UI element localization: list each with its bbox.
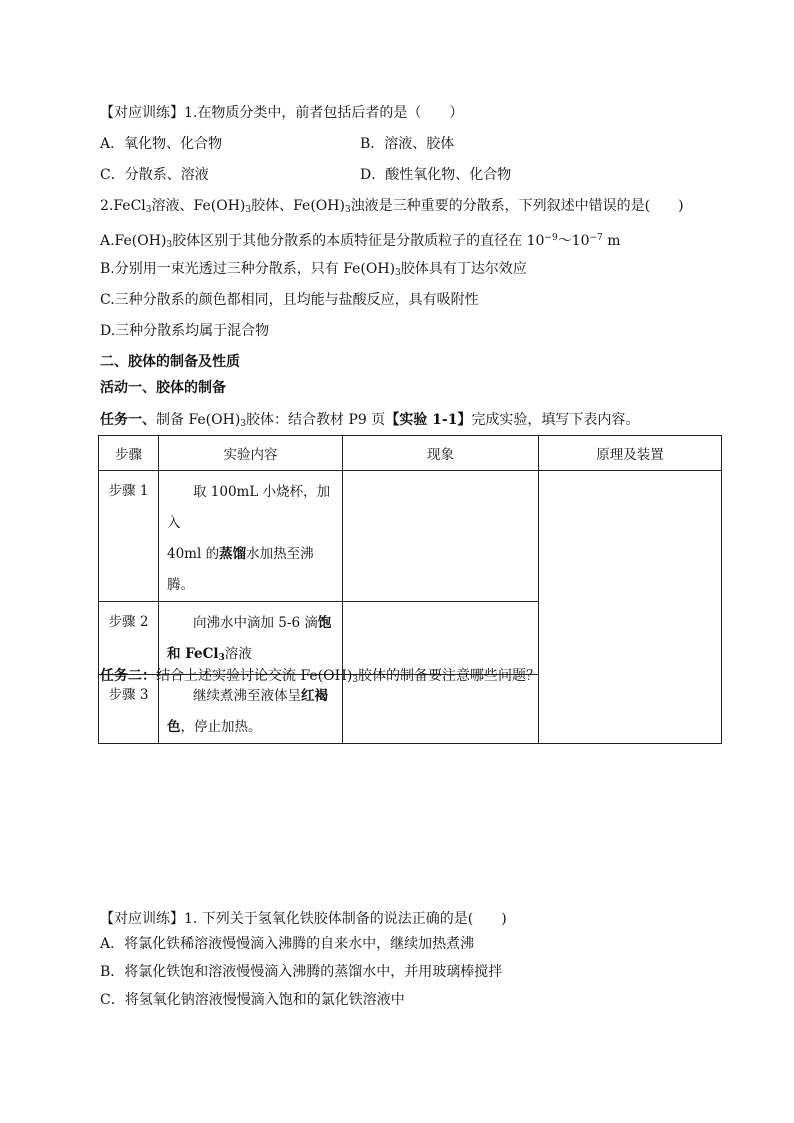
task-1 — [100, 410, 639, 434]
content-text: 继续煮沸至液体呈 — [193, 688, 301, 704]
subscript: 3 — [166, 240, 173, 250]
subscript: 3 — [245, 205, 252, 215]
subscript: 3 — [218, 653, 225, 663]
step-label: 步骤 1 — [99, 471, 159, 602]
question-2 — [100, 196, 684, 220]
task-1-part: 完成实验，填写下表内容。 — [471, 412, 640, 428]
phenomenon-cell[interactable] — [343, 602, 539, 675]
option-3c: C．将氢氧化钠溶液慢慢滴入饱和的氯化铁溶液中 — [100, 992, 405, 1008]
training-prefix: 【对应训练】 — [100, 105, 184, 121]
question-1-text: 1.在物质分类中，前者包括后者的是（ ） — [184, 105, 464, 121]
content-text: 色 — [167, 719, 181, 735]
q2-part: 浊液是三种重要的分散系，下列叙述中错误的是( ) — [350, 198, 684, 214]
task-1-label: 任务一、 — [100, 412, 156, 428]
task-2-part: 胶体的制备要注意哪些问题？ — [358, 668, 541, 684]
table-row — [99, 471, 722, 602]
section-heading: 二、胶体的制备及性质 — [100, 354, 240, 370]
task-1-part: 胶体：结合教材 P9 页 — [246, 412, 386, 428]
option-2a — [100, 228, 621, 255]
q2-part: 2.FeCl — [100, 198, 146, 214]
phenomenon-cell[interactable] — [343, 471, 539, 602]
step-label: 步骤 3 — [99, 675, 159, 744]
q2a-part: A.Fe(OH) — [100, 233, 167, 249]
task-2 — [100, 666, 540, 690]
q2b-part: B.分别用一束光透过三种分散系，只有 Fe(OH) — [100, 261, 396, 277]
subscript: 3 — [240, 419, 247, 429]
subscript: 3 — [145, 205, 152, 215]
superscript: −7 — [589, 233, 603, 243]
step-content — [159, 602, 343, 675]
content-text: 蒸馏 — [219, 546, 247, 562]
subscript: 3 — [395, 268, 401, 278]
training-prefix: 【对应训练】 — [100, 911, 184, 927]
task-1-part: 制备 Fe(OH) — [156, 412, 241, 428]
q2a-part: ～10 — [557, 233, 590, 249]
content-text: 水加热至沸腾。 — [167, 546, 314, 593]
option-2b — [100, 259, 527, 283]
question-1 — [100, 103, 463, 123]
content-text: 红褐 — [301, 688, 328, 704]
q2a-part: 胶体区别于其他分散系的本质特征是分散质粒子的直径在 10 — [172, 233, 545, 249]
option-2d: D.三种分散系均属于混合物 — [100, 323, 270, 339]
activity-heading: 活动一、胶体的制备 — [100, 380, 226, 396]
question-3-text: 1. 下列关于氢氧化铁胶体制备的说法正确的是( ) — [184, 911, 507, 927]
header-step: 步骤 — [99, 436, 159, 471]
option-1c: C．分散系、溶液 — [100, 167, 209, 183]
task-2-part: 结合上述实验讨论交流 Fe(OH) — [156, 668, 353, 684]
table-header-row — [99, 436, 722, 471]
content-text: 和 FeCl — [167, 646, 219, 662]
content-text: 饱 — [317, 615, 332, 631]
header-principle: 原理及装置 — [539, 436, 722, 471]
experiment-table — [98, 435, 722, 744]
option-2c: C.三种分散系的颜色都相同，且均能与盐酸反应，具有吸附性 — [100, 292, 479, 308]
q2b-part: 胶体具有丁达尔效应 — [400, 261, 527, 277]
subscript: 3 — [344, 205, 351, 215]
content-text: 向沸水中滴加 5-6 滴 — [193, 615, 318, 631]
step-label: 步骤 2 — [99, 602, 159, 675]
option-3b: B．将氯化铁饱和溶液慢慢滴入沸腾的蒸馏水中，并用玻璃棒搅拌 — [100, 964, 503, 980]
content-text: ，停止加热。 — [180, 719, 262, 735]
option-1d: D．酸性氧化物、化合物 — [360, 167, 512, 183]
header-phenomenon: 现象 — [343, 436, 539, 471]
content-text: 取 100mL 小烧杯，加入 — [167, 484, 331, 531]
option-3a: A．将氯化铁稀溶液慢慢滴入沸腾的自来水中，继续加热煮沸 — [100, 936, 475, 952]
q2-part: 溶液、Fe(OH) — [151, 198, 246, 214]
task-1-part: 【实验 1-1】 — [385, 412, 472, 428]
step-content — [159, 471, 343, 602]
question-3 — [100, 909, 507, 929]
content-text: 40ml 的 — [167, 546, 220, 562]
principle-cell[interactable] — [539, 471, 722, 744]
q2a-part: m — [602, 233, 621, 249]
q2-part: 胶体、Fe(OH) — [251, 198, 345, 214]
superscript: −9 — [544, 233, 558, 243]
option-1a: A．氧化物、化合物 — [100, 136, 223, 152]
task-2-label: 任务二： — [100, 668, 156, 684]
option-1b: B．溶液、胶体 — [360, 136, 455, 152]
header-content: 实验内容 — [159, 436, 343, 471]
content-text: 溶液 — [224, 646, 252, 662]
subscript: 3 — [352, 675, 359, 685]
